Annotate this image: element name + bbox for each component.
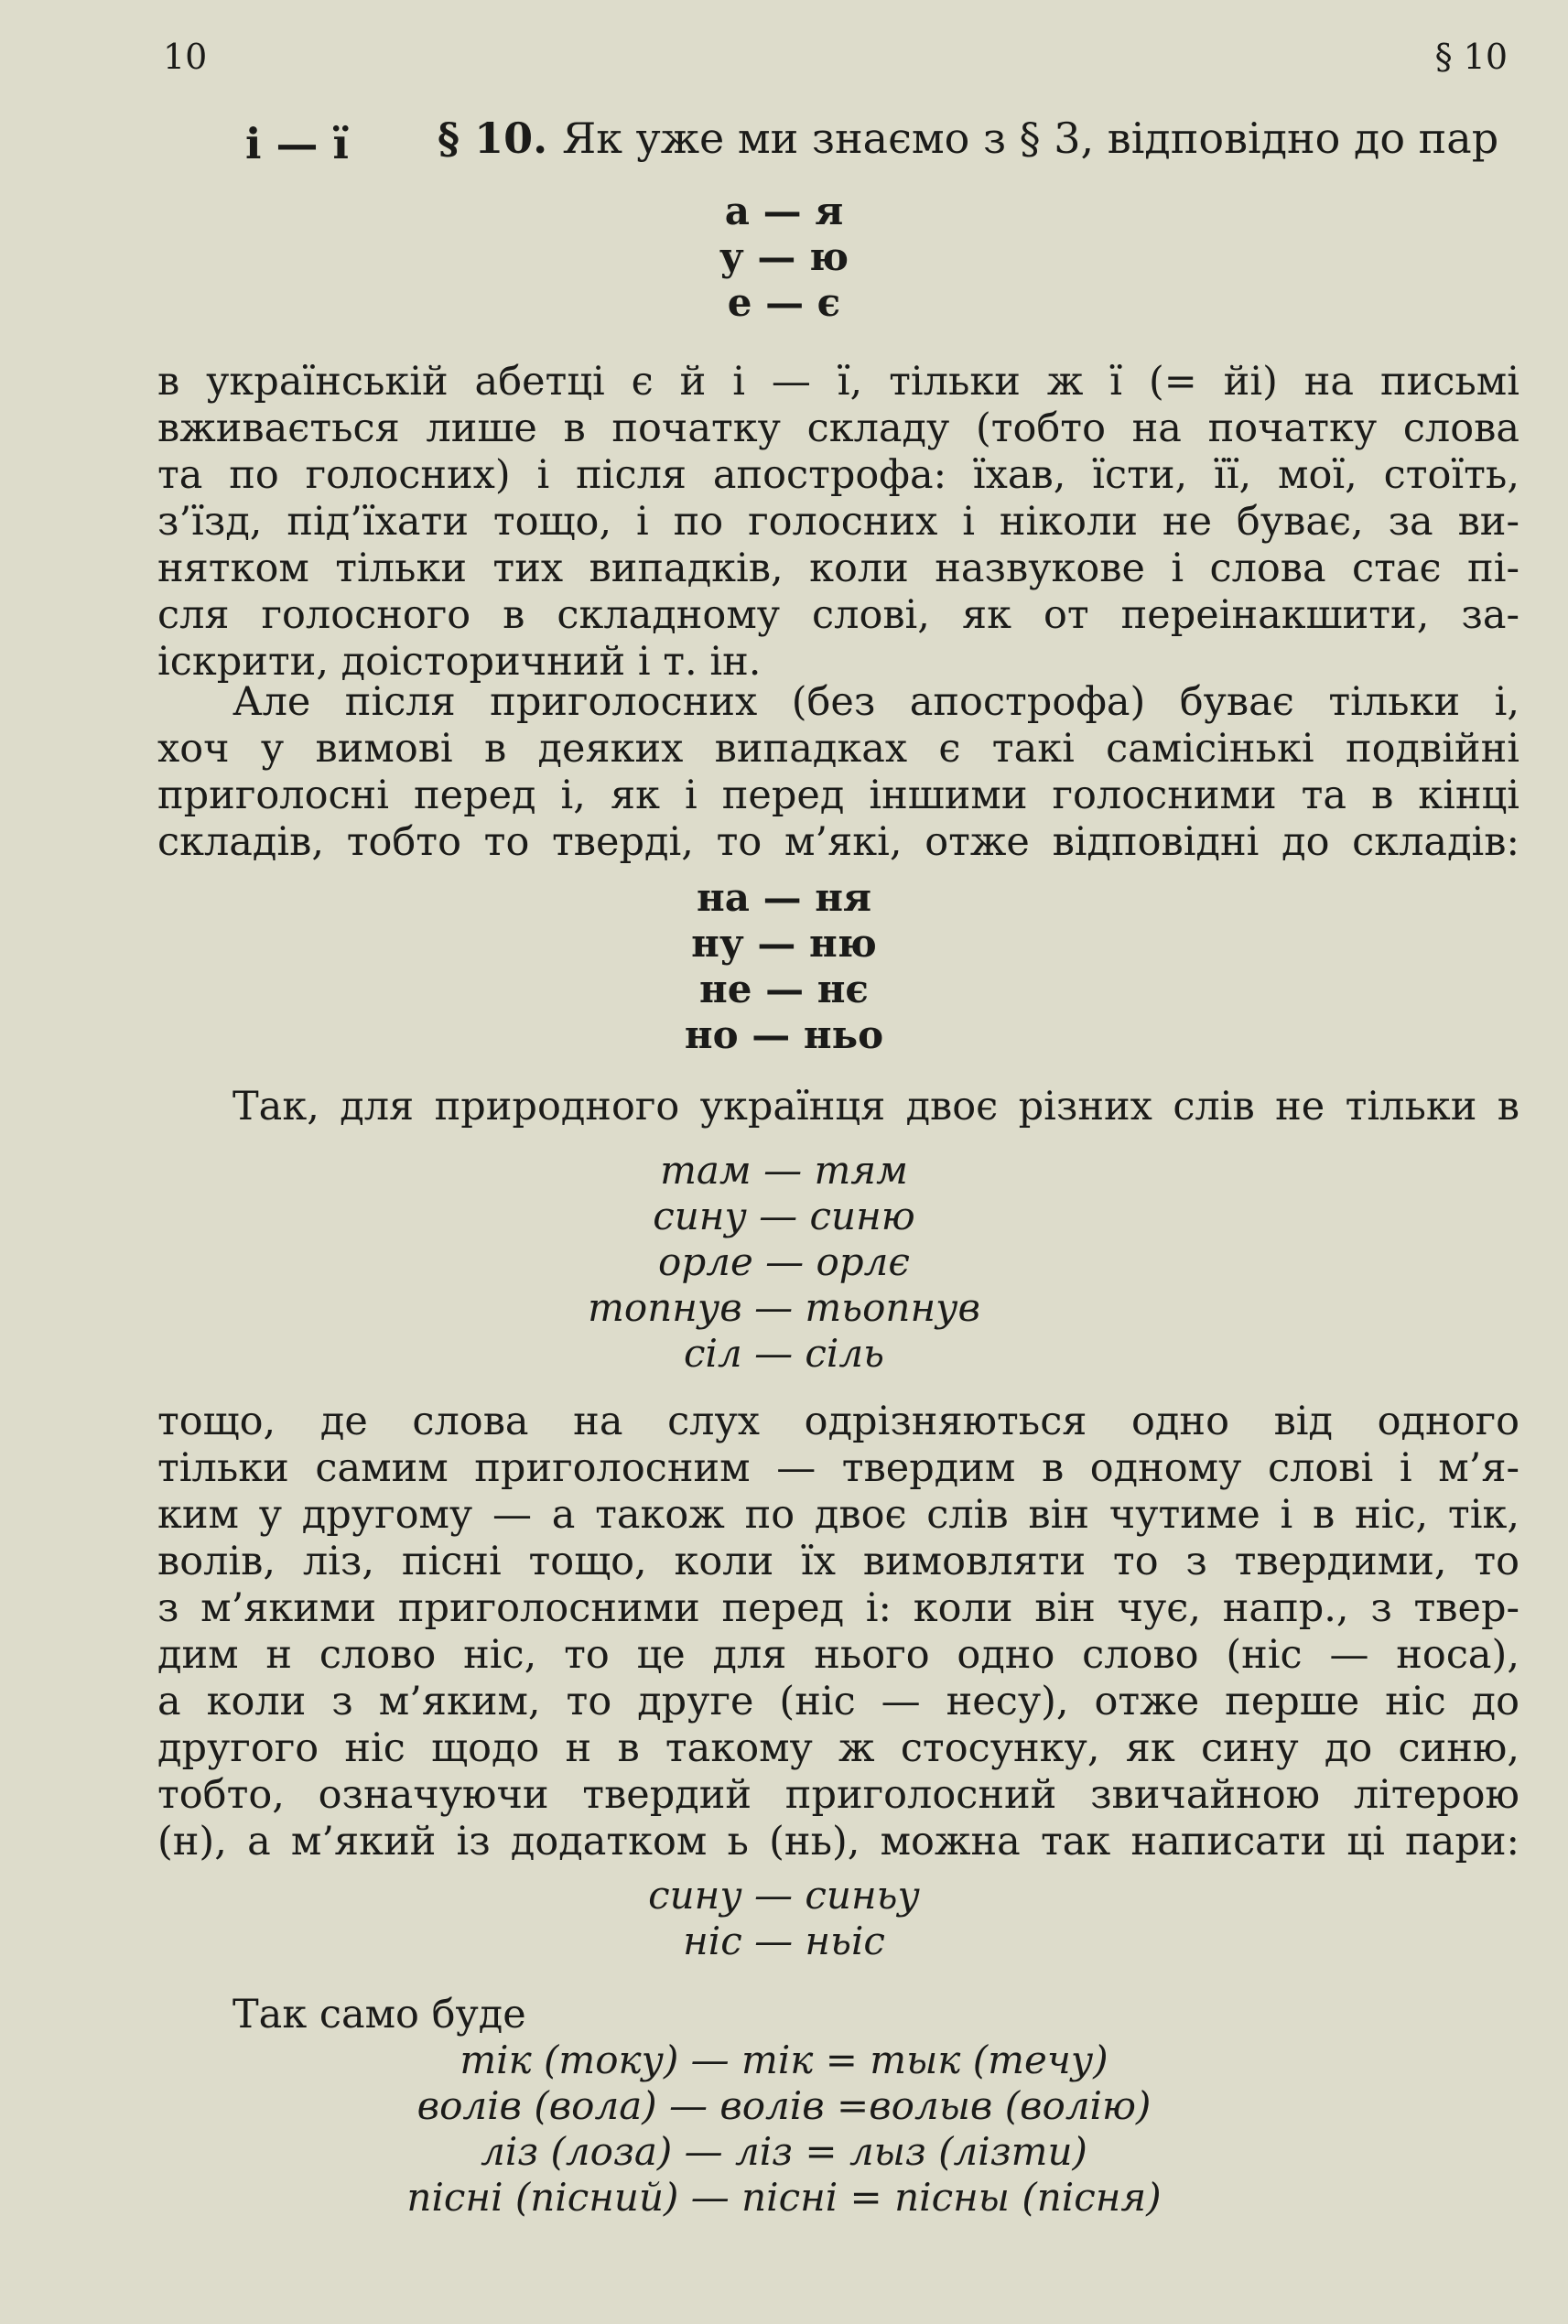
pair-line: у — ю bbox=[719, 234, 849, 279]
pair-line: ну — ню bbox=[691, 921, 877, 966]
text-line: (н), а м’який із додатком ь (нь), можна так написати ці пари: bbox=[157, 1819, 1519, 1865]
page-number: 10 bbox=[163, 37, 208, 77]
pair-line: ліз (лоза) — ліз = лыз (лізти) bbox=[481, 2129, 1087, 2174]
margin-note: і — ї bbox=[245, 119, 349, 168]
text-line: та по голосних) і після апострофа: їхав, їсти, її, мої, стоїть, bbox=[157, 452, 1519, 498]
pair-line: орле — орлє bbox=[658, 1239, 910, 1284]
pair-line: тік (току) — тік = тык (течу) bbox=[460, 2038, 1108, 2082]
text-line: другого ніс щодо н в такому ж стосунку, як сину до синю, bbox=[157, 1725, 1519, 1771]
section-number: § 10. bbox=[438, 113, 548, 163]
pair-line: не — нє bbox=[698, 967, 870, 1011]
text-line: приголосні перед і, як і перед іншими голосними та в кінці bbox=[157, 773, 1519, 818]
pair-line: сину — синю bbox=[653, 1194, 915, 1238]
text-line: волів, ліз, пісні тощо, коли їх вимовляти то з твердими, то bbox=[157, 1539, 1519, 1584]
text-line: Так само буде bbox=[232, 1992, 526, 2038]
final-pairs bbox=[0, 2038, 1568, 2221]
pair-line: сіл — сіль bbox=[684, 1331, 884, 1376]
text-line: сля голосного в складному слові, як от переінакшити, за- bbox=[157, 592, 1519, 638]
text-line: тільки самим приголосним — твердим в одному слові і м’я- bbox=[157, 1445, 1519, 1491]
paragraph-4 bbox=[157, 1399, 1519, 1865]
text-line: хоч у вимові в деяких випадках є такі самісінькі подвійні bbox=[157, 726, 1519, 772]
text-line: іскрити, доісторичний і т. ін. bbox=[157, 639, 762, 685]
text-line: з м’якими приголосними перед і: коли він чує, напр., з твер- bbox=[157, 1585, 1519, 1631]
text-line: складів, тобто то тверді, то м’які, отже відповідні до складів: bbox=[157, 819, 1519, 865]
paragraph-3 bbox=[157, 1084, 1519, 1130]
text-line: ким у другому — а також по двоє слів він чутиме і в ніс, тік, bbox=[157, 1492, 1519, 1538]
word-pairs bbox=[0, 1148, 1568, 1377]
pair-line: пісні (пісний) — пісні = пісны (пісня) bbox=[406, 2175, 1162, 2220]
paragraph-1 bbox=[157, 359, 1519, 686]
pair-line: на — ня bbox=[697, 875, 871, 920]
text-line: тощо, де слова на слух одрізняються одно від одного bbox=[157, 1399, 1519, 1444]
running-head-section: § 10 bbox=[1434, 37, 1508, 77]
pair-line: ніс — ньіс bbox=[683, 1919, 885, 1963]
text-line: з’їзд, під’їхати тощо, і по голосних і ніколи не буває, за ви- bbox=[157, 499, 1519, 545]
paragraph-2 bbox=[157, 679, 1519, 866]
text-line: в українській абетці є й і — ї, тільки ж ї (= йі) на письмі bbox=[157, 359, 1519, 405]
pair-line: топнув — тьопнув bbox=[588, 1285, 980, 1330]
pair-line: а — я bbox=[724, 189, 844, 233]
section-heading bbox=[438, 113, 1498, 163]
heading-text: Як уже ми знаємо з § 3, відповідно до пар bbox=[562, 113, 1499, 163]
vowel-pairs bbox=[0, 189, 1568, 326]
paragraph-5 bbox=[157, 1992, 1519, 2038]
pair-line: сину — синьу bbox=[648, 1873, 920, 1918]
spelling-pairs bbox=[0, 1873, 1568, 1964]
text-line: нятком тільки тих випадків, коли назвукове і слова стає пі- bbox=[157, 546, 1519, 591]
text-line: дим н слово ніс, то це для нього одно слово (ніс — носа), bbox=[157, 1632, 1519, 1678]
pair-line: там — тям bbox=[660, 1148, 908, 1193]
text-line: тобто, означуючи твердий приголосний звичайною літерою bbox=[157, 1772, 1519, 1818]
pair-line: волів (вола) — волів =волыв (волію) bbox=[416, 2083, 1152, 2128]
pair-line: е — є bbox=[727, 280, 841, 325]
text-line: вживається лише в початку складу (тобто на початку слова bbox=[157, 405, 1519, 451]
syllable-pairs bbox=[0, 875, 1568, 1058]
text-line: Але після приголосних (без апострофа) буває тільки і, bbox=[232, 679, 1519, 725]
text-line: Так, для природного українця двоє різних слів не тільки в bbox=[232, 1084, 1519, 1130]
pair-line: но — ньо bbox=[684, 1012, 884, 1057]
text-line: а коли з м’яким, то друге (ніс — несу), отже перше ніс до bbox=[157, 1679, 1519, 1724]
